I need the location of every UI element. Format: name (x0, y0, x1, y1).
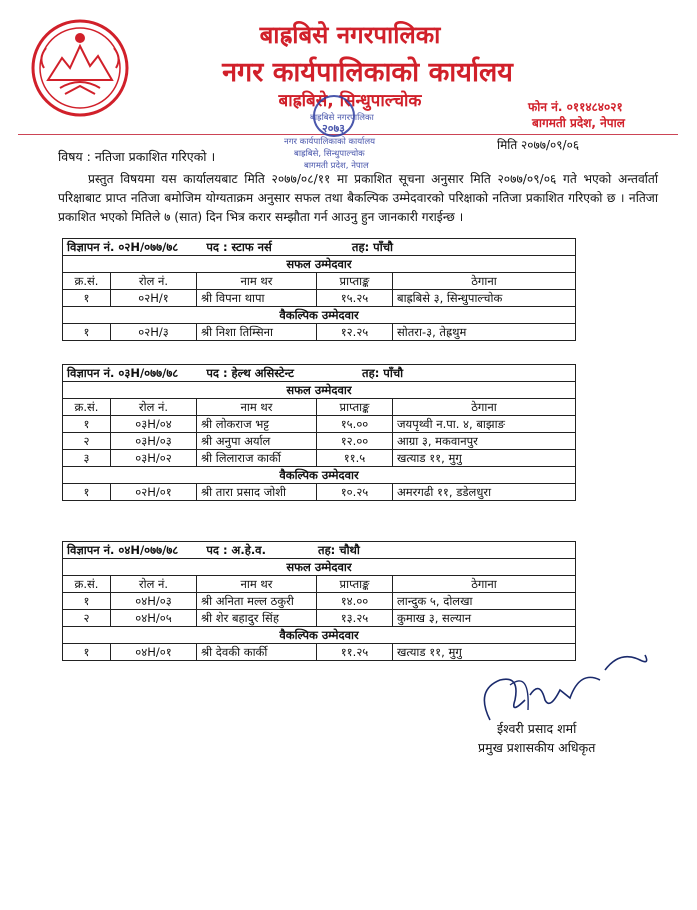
col-address: ठेगाना (393, 273, 576, 290)
result-table-health-assistant (62, 364, 576, 501)
col-name: नाम थर (197, 399, 317, 416)
ad-number: विज्ञापन नं. ०३H/०७७/७८ (67, 365, 179, 380)
col-roll: रोल नं. (111, 399, 197, 416)
post-name: पद : स्टाफ नर्स (206, 239, 272, 254)
table-row: १ ०३H/०४ श्री लोकराज भट्ट १५.०० जयपृथ्वी न.पा. ४, बाझाङ (63, 416, 576, 433)
table-row: २ ०३H/०३ श्री अनुपा अर्याल १२.०० आग्रा ३, मकवानपुर (63, 433, 576, 450)
col-marks: प्राप्ताङ्क (317, 576, 393, 593)
stamp-line4: बागमती प्रदेश, नेपाल (304, 161, 369, 171)
letterhead-office: नगर कार्यपालिकाको कार्यालय (222, 57, 513, 88)
table-row: १ ०४H/०३ श्री अनिता मल्ल ठकुरी १४.०० लान्दुक ५, दोलखा (63, 593, 576, 610)
section-alternative: वैकल्पिक उम्मेदवार (63, 307, 576, 324)
table-row: २ ०४H/०५ श्री शेर बहादुर सिंह १३.२५ कुमाख ३, सल्यान (63, 610, 576, 627)
post-level: तह: चौथौ (318, 542, 360, 557)
letterhead-phone: फोन नं. ०११४८४०२१ (528, 100, 623, 114)
signatory-title: प्रमुख प्रशासकीय अधिकृत (478, 740, 596, 755)
section-successful: सफल उम्मेदवार (63, 256, 576, 273)
table-row: ३ ०३H/०२ श्री लिलाराज कार्की ११.५ खत्याड ११, मुगु (63, 450, 576, 467)
result-table-staff-nurse (62, 238, 576, 341)
col-marks: प्राप्ताङ्क (317, 273, 393, 290)
col-address: ठेगाना (393, 399, 576, 416)
letterhead-municipality: बाह्रबिसे नगरपालिका (259, 21, 441, 49)
post-level: तह: पाँचौ (351, 239, 393, 254)
ad-number: विज्ञापन नं. ०४H/०७७/७८ (67, 542, 179, 557)
office-stamp (270, 92, 388, 180)
section-alternative: वैकल्पिक उम्मेदवार (63, 627, 576, 644)
table-row: १ ०२H/३ श्री निशा तिम्सिना १२.२५ सोतरा-३, तेह्रथुम (63, 324, 576, 341)
col-roll: रोल नं. (111, 576, 197, 593)
stamp-line3: बाह्रबिसे, सिन्धुपाल्चोक (294, 149, 365, 159)
col-address: ठेगाना (393, 576, 576, 593)
column-header-row (63, 576, 576, 593)
letter-body: प्रस्तुत विषयमा यस कार्यालयबाट मिति २०७७/०८/११ मा प्रकाशित सूचना अनुसार मिति २०७७/०९/०६ गते भएको अन्तर्वार्ता परिक्षाबाट प्राप्त नतिजा बमोजिम योग्यताक्रम अनुसार सफल तथा बैकल्पिक उम्मेदवारको परिक्षाको नतिजा प्रकाशित गरिएको छ । नतिजा प्रकाशित भएको मितिले ७ (सात) दिन भित्र करार सम्झौता गर्न आउनु हुन जानकारी गराईन्छ । (58, 172, 658, 224)
letterhead-location: बाह्रबिसे, सिन्धुपाल्चोक (278, 91, 422, 111)
table-row: १ ०४H/०१ श्री देवकी कार्की ११.२५ खत्याड ११, मुगु (63, 644, 576, 661)
section-successful: सफल उम्मेदवार (63, 382, 576, 399)
stamp-line2: नगर कार्यपालिकाको कार्यालय (284, 137, 376, 147)
col-sn: क्र.सं. (63, 273, 111, 290)
handwritten-signature (470, 640, 660, 730)
letterhead-address: बागमती प्रदेश, नेपाल (532, 116, 625, 130)
col-roll: रोल नं. (111, 273, 197, 290)
col-name: नाम थर (197, 576, 317, 593)
col-sn: क्र.सं. (63, 399, 111, 416)
post-name: पद : हेल्थ असिस्टेन्ट (206, 365, 294, 380)
letter-date: मिति २०७७/०९/०६ (497, 138, 580, 152)
column-header-row (63, 273, 576, 290)
nepal-emblem-logo (30, 18, 130, 118)
col-marks: प्राप्ताङ्क (317, 399, 393, 416)
post-level: तह: पाँचौ (362, 365, 404, 380)
col-name: नाम थर (197, 273, 317, 290)
table-row: १ ०२H/१ श्री विपना थापा १५.२५ बाह्रबिसे ३, सिन्धुपाल्चोक (63, 290, 576, 307)
table-row: १ ०२H/०१ श्री तारा प्रसाद जोशी १०.२५ अमरगढी ११, डडेलधुरा (63, 484, 576, 501)
col-sn: क्र.सं. (63, 576, 111, 593)
section-alternative: वैकल्पिक उम्मेदवार (63, 467, 576, 484)
post-name: पद : अ.हे.व. (206, 542, 266, 557)
stamp-line1: बाह्रबिसे नगरपालिका (310, 113, 374, 123)
column-header-row (63, 399, 576, 416)
signatory-name: ईश्वरी प्रसाद शर्मा (497, 721, 577, 736)
section-successful: सफल उम्मेदवार (63, 559, 576, 576)
letter-subject: विषय : नतिजा प्रकाशित गरिएको । (58, 149, 216, 164)
ad-number: विज्ञापन नं. ०२H/०७७/७८ (67, 239, 179, 254)
stamp-year: २०७३ (322, 122, 345, 135)
